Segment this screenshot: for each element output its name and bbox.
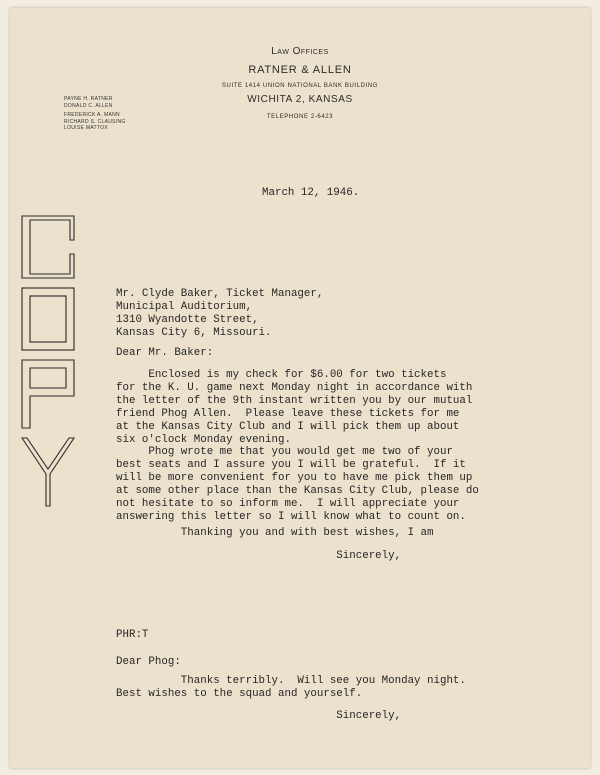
paragraph-line: Enclosed is my check for $6.00 for two tickets — [116, 369, 447, 381]
paragraph-line: at the Kansas City Club and I will pick them up about — [116, 421, 460, 433]
partner-name: DONALD C. ALLEN — [64, 102, 113, 109]
recipient-address — [116, 288, 323, 340]
letterhead-firm-name: RATNER & ALLEN — [248, 64, 352, 76]
letter-salutation: Dear Mr. Baker: — [116, 347, 214, 359]
address-line: Kansas City 6, Missouri. — [116, 327, 272, 339]
copy-stamp-letter-p — [22, 360, 74, 428]
reference-initials: PHR:T — [116, 629, 149, 641]
letterhead-law-offices: Law Offices — [271, 46, 329, 57]
copy-stamp-letter-y — [22, 438, 74, 506]
paragraph-line: six o'clock Monday evening. — [116, 434, 291, 446]
postscript-salutation: Dear Phog: — [116, 656, 181, 668]
letter-paragraph-2 — [116, 446, 479, 524]
copy-stamp — [18, 212, 82, 512]
paragraph-line: at some other place than the Kansas City Club, please do — [116, 485, 479, 497]
address-line: Mr. Clyde Baker, Ticket Manager, — [116, 288, 324, 300]
letter-sign-off: Sincerely, — [116, 550, 402, 562]
letter-date: March 12, 1946. — [262, 187, 360, 199]
paragraph-line: will be more convenient for you to have me pick them up — [116, 472, 473, 484]
postscript-line: Best wishes to the squad and yourself. — [116, 688, 363, 700]
postscript-line: Thanks terribly. Will see you Monday night. — [116, 675, 466, 687]
address-line: 1310 Wyandotte Street, — [116, 314, 259, 326]
partner-name: LOUISE MATTOX — [64, 125, 108, 132]
address-line: Municipal Auditorium, — [116, 301, 253, 313]
partner-name: FREDERICK A. MANN — [64, 112, 120, 119]
paragraph-line: not hesitate to so inform me. I will appreciate your — [116, 498, 460, 510]
partner-name: PAYNE H. RATNER — [64, 96, 113, 102]
letterhead-telephone: TELEPHONE 2-6423 — [266, 114, 334, 120]
letterhead-city: WICHITA 2, KANSAS — [247, 94, 353, 105]
postscript-body — [116, 675, 466, 701]
postscript-sign-off: Sincerely, — [116, 710, 402, 722]
letter-closing-line: Thanking you and with best wishes, I am — [116, 527, 434, 539]
copy-stamp-letter-o — [22, 288, 74, 350]
paragraph-line: answering this letter so I will know what to count on. — [116, 511, 466, 523]
letterhead-suite: SUITE 1414 UNION NATIONAL BANK BUILDING — [221, 83, 379, 89]
letter-paragraph-1 — [116, 369, 472, 447]
copy-stamp-letter-c — [22, 216, 74, 278]
partner-name: RICHARD S. CLAUSING — [64, 118, 126, 125]
partner-list — [64, 96, 126, 132]
paragraph-line: best seats and I assure you I will be grateful. If it — [116, 459, 466, 471]
paragraph-line: friend Phog Allen. Please leave these tickets for me — [116, 408, 460, 420]
paragraph-line: the letter of the 9th instant written you by our mutual — [116, 395, 473, 407]
paragraph-line: Phog wrote me that you would get me two of your — [116, 446, 453, 458]
paragraph-line: for the K. U. game next Monday night in accordance with — [116, 382, 473, 394]
